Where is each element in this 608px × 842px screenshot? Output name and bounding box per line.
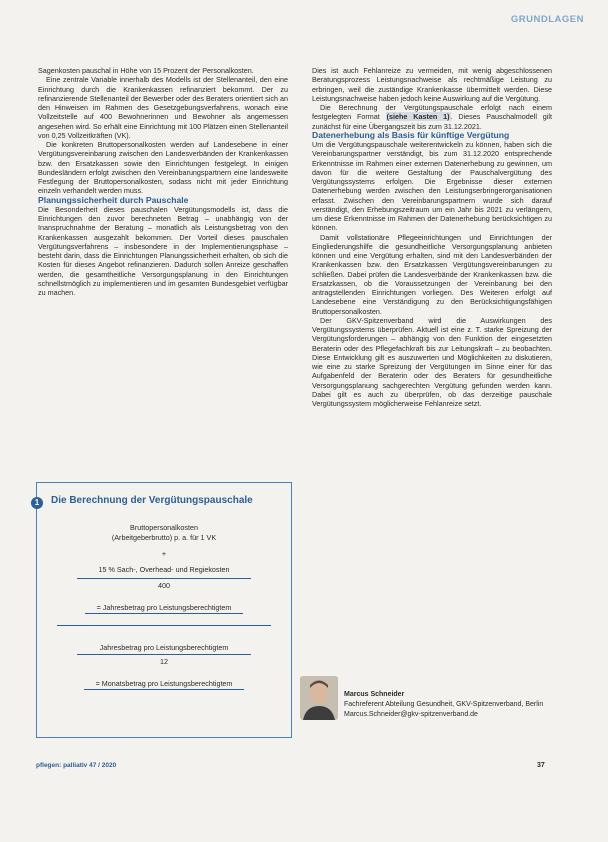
fraction-bar — [77, 654, 251, 655]
calc-result: = Monatsbetrag pro Leistungsberechtigtem — [37, 679, 291, 689]
paragraph: Sagenkosten pauschal in Höhe von 15 Prozent der Personalkosten. — [38, 66, 254, 75]
box-title: Die Berechnung der Vergütungspauschale — [51, 495, 253, 506]
author-block — [298, 676, 558, 746]
right-column — [312, 66, 552, 408]
portrait-icon — [300, 676, 338, 720]
left-column — [38, 66, 288, 297]
subheading: Datenerhebung als Basis für künftige Vergütung — [312, 129, 510, 140]
calc-line: (Arbeitgeberbrutto) p. a. für 1 VK — [111, 533, 217, 542]
author-text — [344, 690, 543, 720]
calc-line: Bruttopersonalkosten — [130, 523, 198, 532]
calc-operator: + — [161, 549, 167, 558]
paragraph: Eine zentrale Variable innerhalb des Modells ist der Stellenanteil, den eine Einrichtung durch die Krankenkassen refinanziert bekommt. Der zu refinanzierende Stellenanteil der Bewerber oder des Beraters orientiert sich an den Hinweisen im Rahmen des Gesetzgebungsverfahrens, wonach eine Vollzeitstelle auf 400 Bewohnerinnen und Bewohner als angemessen angesehen wird. So erhält eine Einrichtung mit 100 Plätzen einen Stellenanteil von 0,25 Vollzeitkräften (VK). — [38, 75, 288, 140]
calc-line: 15 % Sach-, Overhead- und Regiekosten — [98, 565, 230, 574]
calculation-box — [36, 482, 292, 738]
paragraph: Die Berechnung der Vergütungspauschale erfolgt nach einem festgelegten Format (siehe Kasten 1). Dieses Pauschalmodell gilt zunächst für eine Übergangszeit bis zum 31.12.2021. — [312, 103, 552, 131]
author-email: Marcus.Schneider@gkv-spitzenverband.de — [344, 711, 478, 718]
calc-result: = Jahresbetrag pro Leistungsberechtigtem — [37, 603, 291, 613]
journal-footer: pflegen: palliativ 47 / 2020 — [36, 762, 117, 769]
author-name: Marcus Schneider — [344, 691, 405, 698]
paragraph: Damit vollstationäre Pflegeeinrichtungen und Einrichtungen der Eingliederungshilfe die gesundheitliche Versorgungsplanung anbieten können und eine Vergütung erhalten, sind mit den Landesverbänden der Krankenkassen bzw. den Ersatzkassen Vergütungsvereinbarungen zu schließen. Dabei prüfen die Landesverbände der Krankenkassen bzw. die Ersatzkassen, ob die Voraussetzungen der Vereinbarung bei den antragstellenden Einrichtungen vorliegen. Des Weiteren erfolgt auf Landesebene eine Verständigung zu den Berücksichtigungsfähigen Bruttopersonalkosten. — [312, 232, 552, 316]
section-label: GRUNDLAGEN — [510, 14, 584, 25]
avatar — [300, 676, 338, 720]
paragraph: Der GKV-Spitzenverband wird die Auswirkungen des Vergütungssystems überprüfen. Aktuell ist eine z. T. starke Spreizung der Vergütungsforderungen – abhängig von den Funktion der eingesetzten Beraterin oder des Pflegefachkraft bis zur Leitungskraft – zu beobachten. Diese Entwicklung gilt es auszuwerten und Möglichkeiten zu diskutieren, wie eine zu starke Spreizung der Vergütungen im Sinne einer für das Aufgabenfeld der Beraterin oder des Beraters für gesundheitliche Versorgungsplanung sachgerechten Vergütung gefunden werden kann. Dabei gilt es auch zu überprüfen, ob das derzeitige pauschale Vergütungssystem möglicherweise Fehlanreize setzt. — [312, 315, 552, 408]
subheading: Planungssicherheit durch Pauschale — [38, 194, 189, 205]
calc-denominator: 400 — [158, 581, 170, 590]
fraction-bar — [77, 578, 251, 579]
paragraph: Um die Vergütungspauschale weiterentwickeln zu können, haben sich die Vereinbarungspartner verständigt, bis zum 31.12.2020 entsprechende Erkenntnisse im Rahmen einer externen Datenerhebung zu gewinnen, um davon für die weitere Gestaltung der Pauschalvergütung des Vergütungssystems erfolgen. Die Ergebnisse dieser externen Datenerhebung werden zwischen den Leistungserbringerorganisationen erfasst. Zwischen den Vereinbarungspartnern wurde sich darauf verständigt, den Erhebungszeitraum um ein Jahr bis 2021 zu verlängern, um diese Erkenntnisse im Rahmen der Datenerhebung berücksichtigen zu können. — [312, 140, 552, 233]
divider — [57, 625, 271, 626]
calc-denominator: 12 — [160, 657, 168, 666]
paragraph: Die Besonderheit dieses pauschalen Vergütungsmodells ist, dass die Einrichtungen den zuvor berechneten Betrag – unabhängig von der Inanspruchnahme der Beratung – monatlich als Leistungsbetrag von den Krankenkassen ausgezahlt bekommen. Der Vorteil dieses pauschalen Vergütungsverfahrens – insbesondere in der Implementierungsphase – besteht darin, dass die Einrichtungen Planungssicherheit erhalten, ob sich die Kosten für dieses Angebot refinanzieren. Dadurch sollen Anreize geschaffen werden, die gesamtheitliche Versorgungsplanung in den Einrichtungen schnellstmöglich zu implementieren und im gesamten Bundesgebiet verfügbar zu machen. — [38, 204, 288, 297]
paragraph: Dies ist auch Fehlanreize zu vermeiden, mit wenig abgeschlossenen Beratungsprozess Leistungsnachweise als rechtmäßige Leistung zu erbringen, weil die zuständige Krankenkasse übermittelt werden. Diese Leistungsnachweise haben jedoch keine Auswirkung auf die Vergütung. — [312, 66, 552, 103]
paragraph: Die konkreten Bruttopersonalkosten werden auf Landesebene in einer Vergütungsvereinbarung zwischen den Landesverbänden der Krankenkassen bzw. den Ersatzkassen sowie den Einrichtungen festgelegt. In einigen Bundesländern erfolgt zwischen den Vereinbarungspartnern eine landesweite Festlegung der Bruttopersonalkosten, sodass nicht mit jeder Einrichtung einzeln verhandelt werden muss. — [38, 140, 288, 196]
calc-line: Jahresbetrag pro Leistungsberechtigtem — [99, 643, 229, 652]
box-number-badge: 1 — [31, 497, 43, 509]
box-reference: (siehe Kasten 1) — [386, 112, 450, 122]
page-number: 37 — [537, 762, 545, 769]
author-role: Fachreferent Abteilung Gesundheit, GKV-Spitzenverband, Berlin — [344, 701, 544, 708]
